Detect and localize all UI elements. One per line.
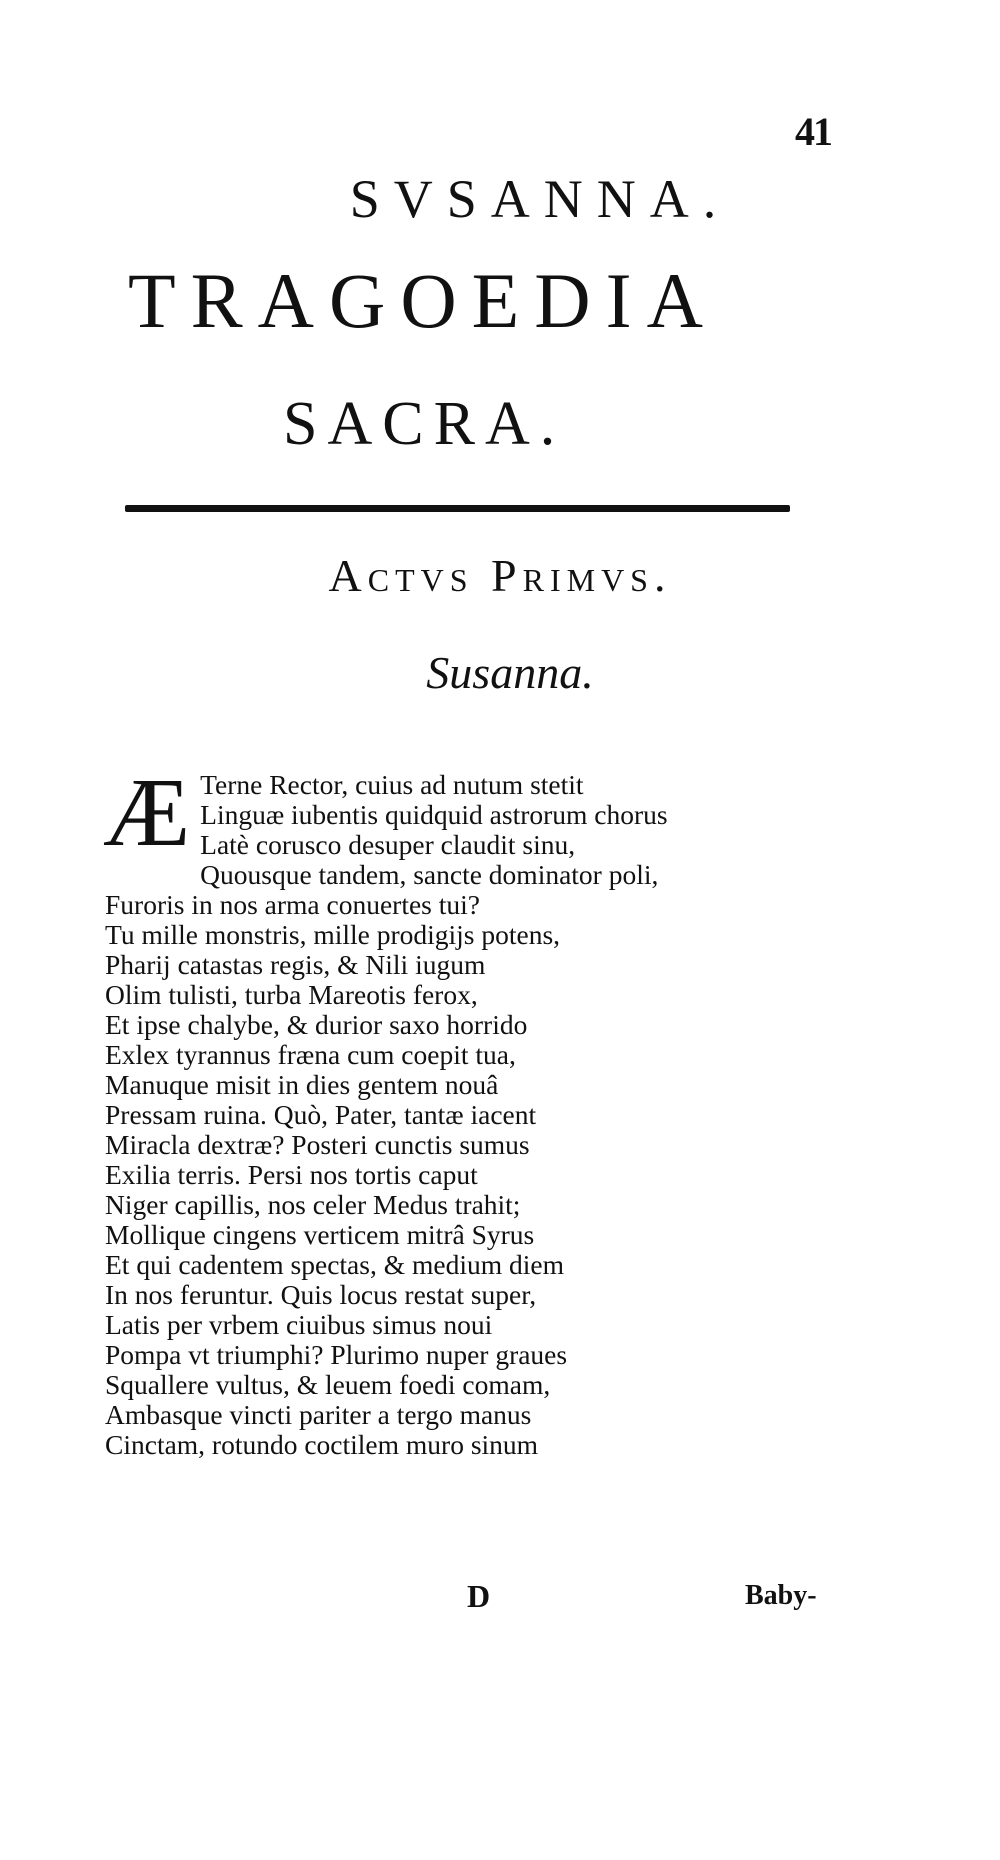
verse-line: Exlex tyrannus fræna cum coepit tua,: [105, 1039, 516, 1070]
catchword: Baby-: [745, 1580, 817, 1611]
verse-line: Miracla dextræ? Posteri cunctis sumus: [105, 1129, 530, 1160]
title-line-2: TRAGOEDIA: [128, 257, 718, 344]
title-line-3: SACRA.: [283, 390, 566, 458]
verse-block: [103, 759, 865, 1460]
verse-line: Quousque tandem, sancte dominator poli,: [200, 859, 659, 890]
verse-line: Terne Rector, cuius ad nutum stetit: [200, 769, 584, 800]
verse-line: Cinctam, rotundo coctilem muro sinum: [105, 1429, 539, 1460]
verse-line: Exilia terris. Persi nos tortis caput: [105, 1159, 478, 1190]
verse-line: Latè corusco desuper claudit sinu,: [200, 829, 576, 860]
signature-mark: D: [467, 1578, 491, 1614]
title-rule: [125, 505, 790, 512]
title-line-1: SVSANNA.: [349, 169, 731, 229]
verse-line: Olim tulisti, turba Mareotis ferox,: [105, 979, 478, 1010]
verse-line: Squallere vultus, & leuem foedi comam,: [105, 1369, 551, 1400]
verse-line: Pharij catastas regis, & Nili iugum: [105, 949, 486, 980]
verse-line: Pompa vt triumphi? Plurimo nuper graues: [105, 1339, 568, 1370]
verse-line: In nos feruntur. Quis locus restat super,: [105, 1279, 537, 1310]
verse-line: Tu mille monstris, mille prodigijs potens,: [105, 919, 561, 950]
verse-line: Latis per vrbem ciuibus simus noui: [105, 1309, 493, 1340]
page-number: 41: [795, 109, 831, 154]
verse-line: Ambasque vincti pariter a tergo manus: [105, 1399, 532, 1430]
verse-line: Pressam ruina. Quò, Pater, tantæ iacent: [105, 1099, 537, 1130]
verse-line: Linguæ iubentis quidquid astrorum chorus: [200, 799, 668, 830]
verse-line: Furoris in nos arma conuertes tui?: [105, 889, 480, 920]
drop-cap: Æ: [103, 759, 191, 867]
verse-line: Et ipse chalybe, & durior saxo horrido: [105, 1009, 528, 1040]
speaker-name: Susanna.: [426, 647, 594, 698]
verse-line: Mollique cingens verticem mitrâ Syrus: [105, 1219, 535, 1250]
verse-line: Manuque misit in dies gentem nouâ: [105, 1069, 499, 1100]
act-heading: Actvs Primvs.: [328, 550, 672, 601]
verse-line: Et qui cadentem spectas, & medium diem: [105, 1249, 564, 1280]
verse-line: Niger capillis, nos celer Medus trahit;: [105, 1189, 521, 1220]
